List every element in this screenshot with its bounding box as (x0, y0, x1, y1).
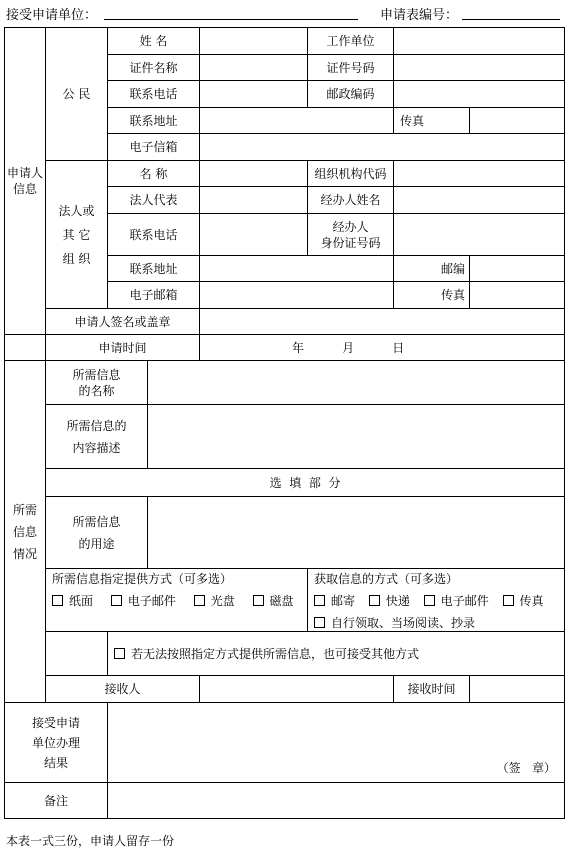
org-email-label: 电子邮箱 (108, 282, 200, 309)
applicant-section-label: 申请人 信息 (5, 28, 46, 335)
info-section-label: 所需 信息 情况 (5, 361, 46, 703)
signature-input[interactable] (200, 309, 565, 335)
info-name-input[interactable] (148, 361, 565, 405)
citizen-work-unit-input[interactable] (394, 28, 565, 55)
form-no-label: 申请表编号： (380, 8, 459, 23)
org-label: 法人或 其 它 组 织 (46, 161, 108, 309)
obtain-option-email[interactable]: 电子邮件 (424, 593, 489, 609)
obtain-method-title: 获取信息的方式（可多选） (314, 572, 459, 586)
citizen-phone-input[interactable] (200, 81, 308, 108)
org-name-input[interactable] (200, 161, 308, 187)
citizen-address-label: 联系地址 (108, 108, 200, 134)
provide-method-cell (46, 569, 308, 632)
checkbox-icon[interactable] (314, 595, 325, 606)
stamp-label: （签 章） (496, 761, 557, 775)
org-agent-name-label: 经办人姓名 (308, 187, 394, 214)
apply-time-spacer (5, 335, 46, 361)
citizen-fax-input[interactable] (470, 108, 565, 134)
receiver-input[interactable] (200, 676, 394, 703)
citizen-postcode-label: 邮政编码 (308, 81, 394, 108)
provide-option-disk[interactable]: 磁盘 (253, 593, 294, 609)
result-label: 接受申请 单位办理 结果 (5, 703, 108, 783)
info-name-label: 所需信息 的名称 (46, 361, 148, 405)
obtain-option-fax[interactable]: 传真 (503, 593, 544, 609)
org-postcode-label: 邮编 (394, 256, 470, 282)
org-fax-label: 传真 (394, 282, 470, 309)
checkbox-icon[interactable] (253, 595, 264, 606)
checkbox-icon[interactable] (111, 595, 122, 606)
recipient-label: 接受申请单位： (6, 8, 98, 23)
org-address-input[interactable] (200, 256, 394, 282)
info-desc-input[interactable] (148, 405, 565, 469)
citizen-label: 公 民 (46, 28, 108, 161)
form-header (6, 4, 566, 24)
alternative-option[interactable]: 若无法按照指定方式提供所需信息，也可接受其他方式 (108, 632, 565, 676)
application-form-table (4, 27, 565, 819)
checkbox-icon[interactable] (194, 595, 205, 606)
citizen-id-number-label: 证件号码 (308, 55, 394, 81)
checkbox-icon[interactable] (424, 595, 435, 606)
provide-option-cd[interactable]: 光盘 (194, 593, 235, 609)
org-phone-input[interactable] (200, 214, 308, 256)
citizen-fax-label: 传真 (394, 108, 470, 134)
info-purpose-input[interactable] (148, 497, 565, 569)
alternative-spacer (46, 632, 108, 676)
form-no-field[interactable] (462, 19, 560, 20)
obtain-option-self[interactable]: 自行领取、当场阅读、抄录 (308, 615, 564, 631)
recipient-field[interactable] (104, 19, 358, 20)
checkbox-icon[interactable] (314, 617, 325, 628)
org-name-label: 名 称 (108, 161, 200, 187)
checkbox-icon[interactable] (503, 595, 514, 606)
citizen-id-number-input[interactable] (394, 55, 565, 81)
info-purpose-label: 所需信息 的用途 (46, 497, 148, 569)
receive-time-input[interactable] (470, 676, 565, 703)
citizen-name-input[interactable] (200, 28, 308, 55)
checkbox-icon[interactable] (52, 595, 63, 606)
receiver-label: 接收人 (46, 676, 200, 703)
checkbox-icon[interactable] (369, 595, 380, 606)
apply-date-field[interactable]: 年 月 日 (200, 335, 565, 361)
org-postcode-input[interactable] (470, 256, 565, 282)
org-agent-id-label: 经办人 身份证号码 (308, 214, 394, 256)
citizen-work-unit-label: 工作单位 (308, 28, 394, 55)
org-fax-input[interactable] (470, 282, 565, 309)
citizen-phone-label: 联系电话 (108, 81, 200, 108)
obtain-option-mail[interactable]: 邮寄 (314, 593, 355, 609)
org-phone-label: 联系电话 (108, 214, 200, 256)
obtain-method-cell (308, 569, 565, 632)
result-input[interactable] (108, 703, 565, 783)
remarks-input[interactable] (108, 783, 565, 819)
apply-time-label: 申请时间 (46, 335, 200, 361)
remarks-label: 备注 (5, 783, 108, 819)
org-code-label: 组织机构代码 (308, 161, 394, 187)
info-desc-label: 所需信息的 内容描述 (46, 405, 148, 469)
obtain-option-express[interactable]: 快递 (369, 593, 410, 609)
obtain-options (308, 593, 564, 609)
citizen-name-label: 姓 名 (108, 28, 200, 55)
citizen-email-label: 电子信箱 (108, 134, 200, 161)
org-address-label: 联系地址 (108, 256, 200, 282)
provide-option-email[interactable]: 电子邮件 (111, 593, 176, 609)
org-code-input[interactable] (394, 161, 565, 187)
provide-option-paper[interactable]: 纸面 (52, 593, 93, 609)
receive-time-label: 接收时间 (394, 676, 470, 703)
citizen-id-type-label: 证件名称 (108, 55, 200, 81)
org-legal-rep-label: 法人代表 (108, 187, 200, 214)
signature-label: 申请人签名或盖章 (46, 309, 200, 335)
citizen-id-type-input[interactable] (200, 55, 308, 81)
optional-section-heading: 选 填 部 分 (46, 469, 565, 497)
provide-method-title: 所需信息指定提供方式（可多选） (52, 572, 233, 586)
org-legal-rep-input[interactable] (200, 187, 308, 214)
org-agent-name-input[interactable] (394, 187, 565, 214)
footer-note: 本表一式三份，申请人留存一份 (6, 834, 175, 848)
citizen-email-input[interactable] (200, 134, 565, 161)
org-email-input[interactable] (200, 282, 394, 309)
provide-options (46, 593, 307, 609)
citizen-postcode-input[interactable] (394, 81, 565, 108)
org-agent-id-input[interactable] (394, 214, 565, 256)
checkbox-icon[interactable] (114, 648, 125, 659)
citizen-address-input[interactable] (200, 108, 394, 134)
